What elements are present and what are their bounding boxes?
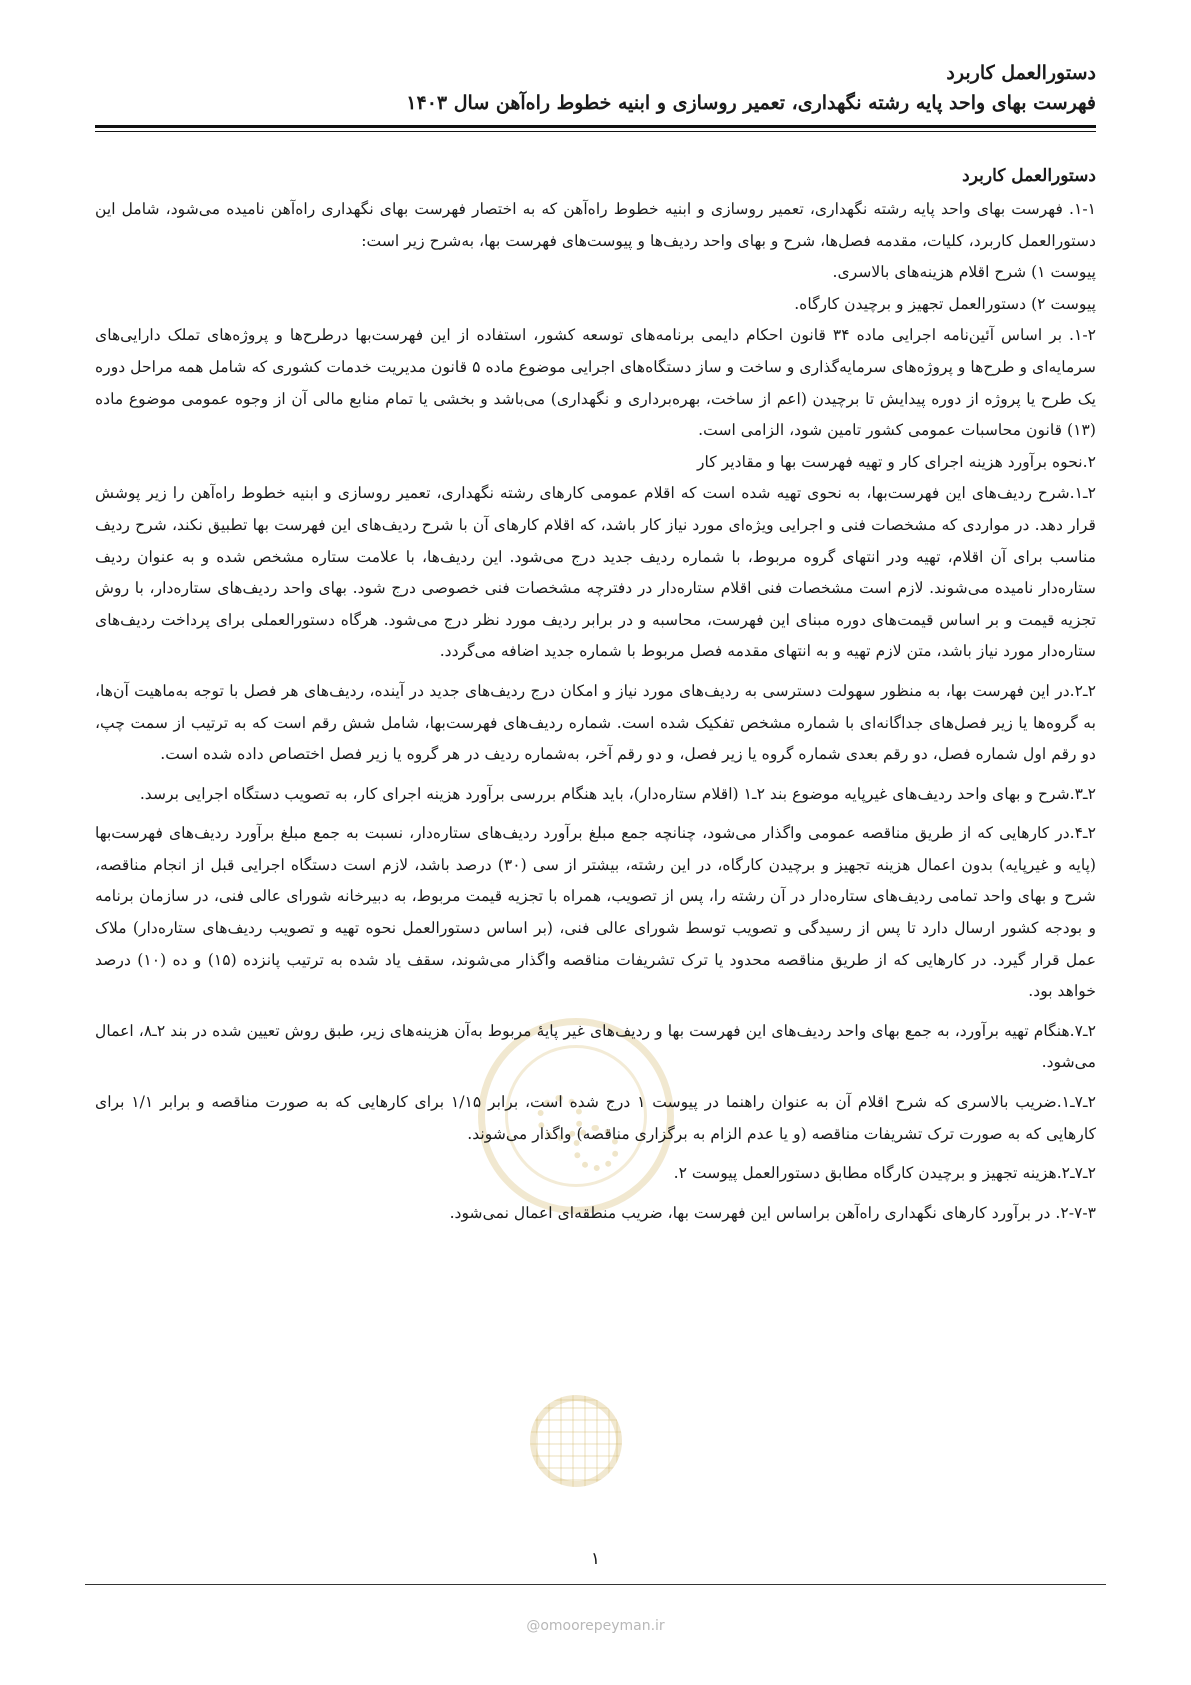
paragraph-1-2: ۱-۲. بر اساس آئین‌نامه اجرایی ماده ۳۴ قانون احکام دایمی برنامه‌های توسعه کشور، استفاده از این فهرست‌بها درطرح‌ها و پروژه‌های تملک دارایی‌های سرمایه‌ای و طرح‌ها و پروژه‌های سرمایه‌گذاری و ساخت و ساز دستگاه‌های اجرایی موضوع ماده ۵ قانون مدیریت خدمات کشوری که شامل همه مراحل دوره یک طرح یا پروژه از دوره پیدایش تا برچیدن (اعم از ساخت، بهره‌برداری و نگهداری) می‌باشد و بخشی یا تمام منابع مالی آن از وجوه عمومی موضوع ماده (۱۳) قانون محاسبات عمومی کشور تامین شود، الزامی است. bbox=[95, 326, 1096, 440]
header-title: دستورالعمل کاربرد bbox=[946, 62, 1096, 84]
document-body bbox=[95, 160, 1096, 1229]
header-rule-thick bbox=[95, 125, 1096, 128]
paragraph-1-1: ۱-۱. فهرست بهای واحد پایه رشته نگهداری، تعمیر روسازی و ابنیه خطوط راه‌آهن که به اختصار فهرست بهای نگهداری راه‌آهن نامیده می‌شود، شامل این دستورالعمل کاربرد، کلیات، مقدمه فصل‌ها، شرح و بهای واحد ردیف‌ها و پیوست‌های فهرست بها، به‌شرح زیر است: bbox=[95, 200, 1096, 250]
heading-2: ۲.نحوه برآورد هزینه اجرای کار و تهیه فهرست بها و مقادیر کار bbox=[697, 452, 1096, 471]
header-rule-thin bbox=[95, 131, 1096, 132]
paragraph-2-7: ۲ـ۷.هنگام تهیه برآورد، به جمع بهای واحد ردیف‌های این فهرست بها و ردیف‌های غیر پایهٔ مربوط به‌آن هزینه‌های زیر، طبق روش تعیین شده در بند ۲ـ۸، اعمال می‌شود. bbox=[95, 1021, 1096, 1072]
header-subtitle: فهرست بهای واحد پایه رشته نگهداری، تعمیر روسازی و ابنیه خطوط راه‌آهن سال ۱۴۰۳ bbox=[406, 92, 1096, 114]
page-header bbox=[95, 58, 1096, 118]
section-title: دستورالعمل کاربرد bbox=[962, 166, 1096, 186]
paragraph-2-1: ۲ـ۱.شرح ردیف‌های این فهرست‌بها، به نحوی تهیه شده است که اقلام عمومی کارهای رشته نگهداری، تعمیر روسازی و ابنیه خطوط راه‌آهن را زیر پوشش قرار دهد. در مواردی که مشخصات فنی و اجرایی ویژه‌ای مورد نیاز کار باشد، که اقلام کارهای آن با شرح ردیف‌های این فهرست بها تطبیق نکند، شرح ردیف مناسب برای آن اقلام، تهیه ودر انتهای گروه مربوط، با شماره ردیف جدید درج می‌شود. این ردیف‌ها، با علامت ستاره مشخص شده و به عنوان ردیف ستاره‌دار نامیده می‌شوند. لازم است مشخصات فنی اقلام ستاره‌دار در دفترچه مشخصات فنی خصوصی درج شود. بهای واحد ردیف‌های ستاره‌دار، با روش تجزیه قیمت و بر اساس قیمت‌های دوره مبنای این فهرست، محاسبه و در برابر ردیف مورد نظر درج می‌شود. هرگاه دستورالعملی برای پرداخت ردیف‌های ستاره‌دار مورد نیاز باشد، متن لازم تهیه و به انتهای مقدمه فصل مربوط با شماره جدید اضافه می‌گردد. bbox=[95, 484, 1096, 661]
footer-rule bbox=[85, 1584, 1106, 1585]
paragraph-2-7-2: ۲ـ۷ـ۲.هزینه تجهیز و برچیدن کارگاه مطابق دستورالعمل پیوست ۲. bbox=[673, 1164, 1096, 1183]
paragraph-2-4: ۲ـ۴.در کارهایی که از طریق مناقصه عمومی واگذار می‌شود، چنانچه جمع مبلغ برآورد ردیف‌های ستاره‌دار، نسبت به جمع مبلغ برآورد ردیف‌های فهرست‌بها (پایه و غیرپایه) بدون اعمال هزینه تجهیز و برچیدن کارگاه، در این رشته، بیشتر از سی (۳۰) درصد باشد، لازم است دستگاه اجرایی قبل از انجام مناقصه، شرح و بهای واحد تمامی ردیف‌های ستاره‌دار در آن رشته را، پس از تصویب، همراه با تجزیه قیمت مربوط، به دبیرخانه شورای عالی فنی، در سازمان برنامه و بودجه کشور ارسال دارد تا پس از رسیدگی و تصویب توسط شورای عالی فنی، (بر اساس دستورالعمل نحوه تهیه و تصویب ردیف‌های ستاره‌دار) ملاک عمل قرار گیرد. در کارهایی که از طریق مناقصه محدود یا ترک تشریفات مناقصه واگذار می‌شوند، سقف یاد شده به ترتیب پانزده (۱۵) و ده (۱۰) درصد خواهد بود. bbox=[95, 824, 1096, 1001]
paragraph-2-2: ۲ـ۲.در این فهرست بها، به منظور سهولت دسترسی به ردیف‌های مورد نیاز و امکان درج ردیف‌های جدید در آینده، ردیف‌های هر فصل با توجه به‌ماهیت آن‌ها، به گروه‌ها یا زیر فصل‌های جداگانه‌ای با شماره مشخص تفکیک شده است. شماره ردیف‌های فهرست‌بها، شامل شش رقم است که به ترتیب از سمت چپ، دو رقم اول شماره فصل، دو رقم بعدی شماره گروه یا زیر فصل، و دو رقم آخر، به‌شماره ردیف در هر گروه یا زیر فصل اختصاص داده شده است. bbox=[95, 681, 1096, 764]
globe-stamp bbox=[530, 1395, 622, 1487]
paragraph-2-7-1: ۲ـ۷ـ۱.ضریب بالاسری که شرح اقلام آن به عنوان راهنما در پیوست ۱ درج شده است، برابر ۱/۱۵ برای کارهایی که به صورت مناقصه و برابر ۱/۱ برای کارهایی که به صورت ترک تشریفات مناقصه (و یا عدم الزام به برگزاری مناقصه) واگذار می‌شوند. bbox=[95, 1093, 1096, 1143]
page-number: ۱ bbox=[590, 1549, 601, 1569]
appendix-1-line: پیوست ۱) شرح اقلام هزینه‌های بالاسری. bbox=[832, 263, 1096, 282]
paragraph-2-7-3: ۲-۷-۳. در برآورد کارهای نگهداری راه‌آهن براساس این فهرست بها، ضریب منطقه‌ای اعمال نمی‌شود. bbox=[449, 1203, 1096, 1222]
appendix-2-line: پیوست ۲) دستورالعمل تجهیز و برچیدن کارگاه. bbox=[794, 294, 1096, 313]
site-watermark: @omoorepeyman.ir bbox=[526, 1618, 665, 1634]
paragraph-2-3: ۲ـ۳.شرح و بهای واحد ردیف‌های غیرپایه موضوع بند ۲ـ۱ (اقلام ستاره‌دار)، باید هنگام بررسی برآورد هزینه اجرای کار، به تصویب دستگاه اجرایی برسد. bbox=[139, 784, 1096, 803]
